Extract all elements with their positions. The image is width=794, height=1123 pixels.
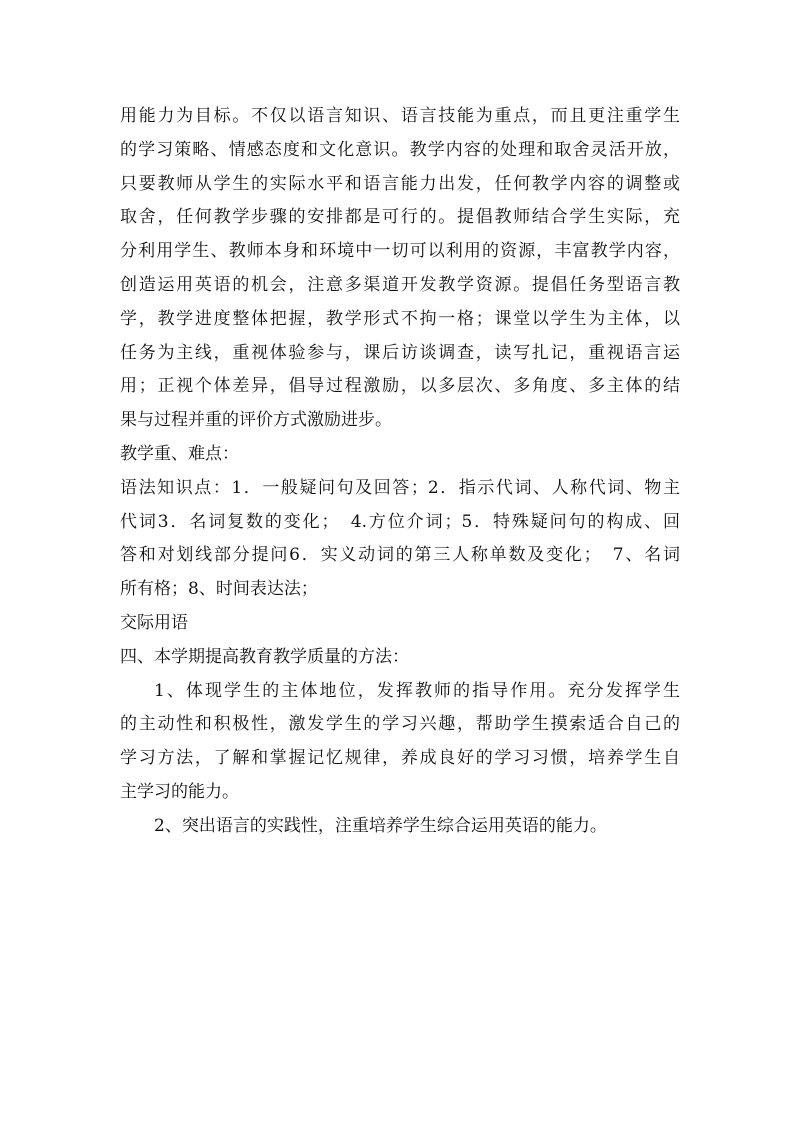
- section-heading: 教学重、难点：: [120, 443, 239, 464]
- section-heading: 交际用语: [120, 612, 188, 633]
- text-line: 取舍，任何教学步骤的安排都是可行的。提倡教师结合学生实际，充: [120, 207, 680, 228]
- section-heading: 四、本学期提高教育教学质量的方法：: [120, 646, 409, 667]
- document-body: [120, 100, 680, 844]
- text-line: 语法知识点：1．一般疑问句及回答；2．指示代词、人称代词、物主: [120, 477, 680, 498]
- text-line: 创造运用英语的机会，注意多渠道开发教学资源。提倡任务型语言教: [120, 274, 680, 295]
- text-line: 答和对划线部分提问6．实义动词的第三人称单数及变化； 7、名词: [120, 545, 680, 566]
- text-line: 主学习的能力。: [120, 781, 239, 802]
- text-line: 2、突出语言的实践性，注重培养学生综合运用英语的能力。: [154, 815, 607, 836]
- text-line: 学，教学进度整体把握，教学形式不拘一格；课堂以学生为主体，以: [120, 308, 680, 329]
- text-line: 只要教师从学生的实际水平和语言能力出发，任何教学内容的调整或: [120, 173, 680, 194]
- text-line: 分利用学生、教师本身和环境中一切可以利用的资源，丰富教学内容，: [120, 241, 680, 262]
- text-line: 果与过程并重的评价方式激励进步。: [120, 410, 392, 431]
- text-line: 代词3．名词复数的变化； 4.方位介词；5．特殊疑问句的构成、回: [120, 511, 680, 532]
- text-line: 的学习策略、情感态度和文化意识。教学内容的处理和取舍灵活开放，: [120, 139, 680, 160]
- text-line: 用；正视个体差异，倡导过程激励，以多层次、多角度、多主体的结: [120, 376, 680, 397]
- text-line: 1、体现学生的主体地位，发挥教师的指导作用。充分发挥学生: [154, 680, 680, 701]
- text-line: 所有格；8、时间表达法；: [120, 579, 318, 600]
- text-line: 任务为主线，重视体验参与，课后访谈调查，读写扎记，重视语言运: [120, 342, 680, 363]
- text-line: 学习方法，了解和掌握记忆规律，养成良好的学习习惯，培养学生自: [120, 748, 680, 769]
- text-line: 用能力为目标。不仅以语言知识、语言技能为重点，而且更注重学生: [120, 106, 680, 126]
- text-line: 的主动性和积极性，激发学生的学习兴趣，帮助学生摸索适合自己的: [120, 714, 680, 735]
